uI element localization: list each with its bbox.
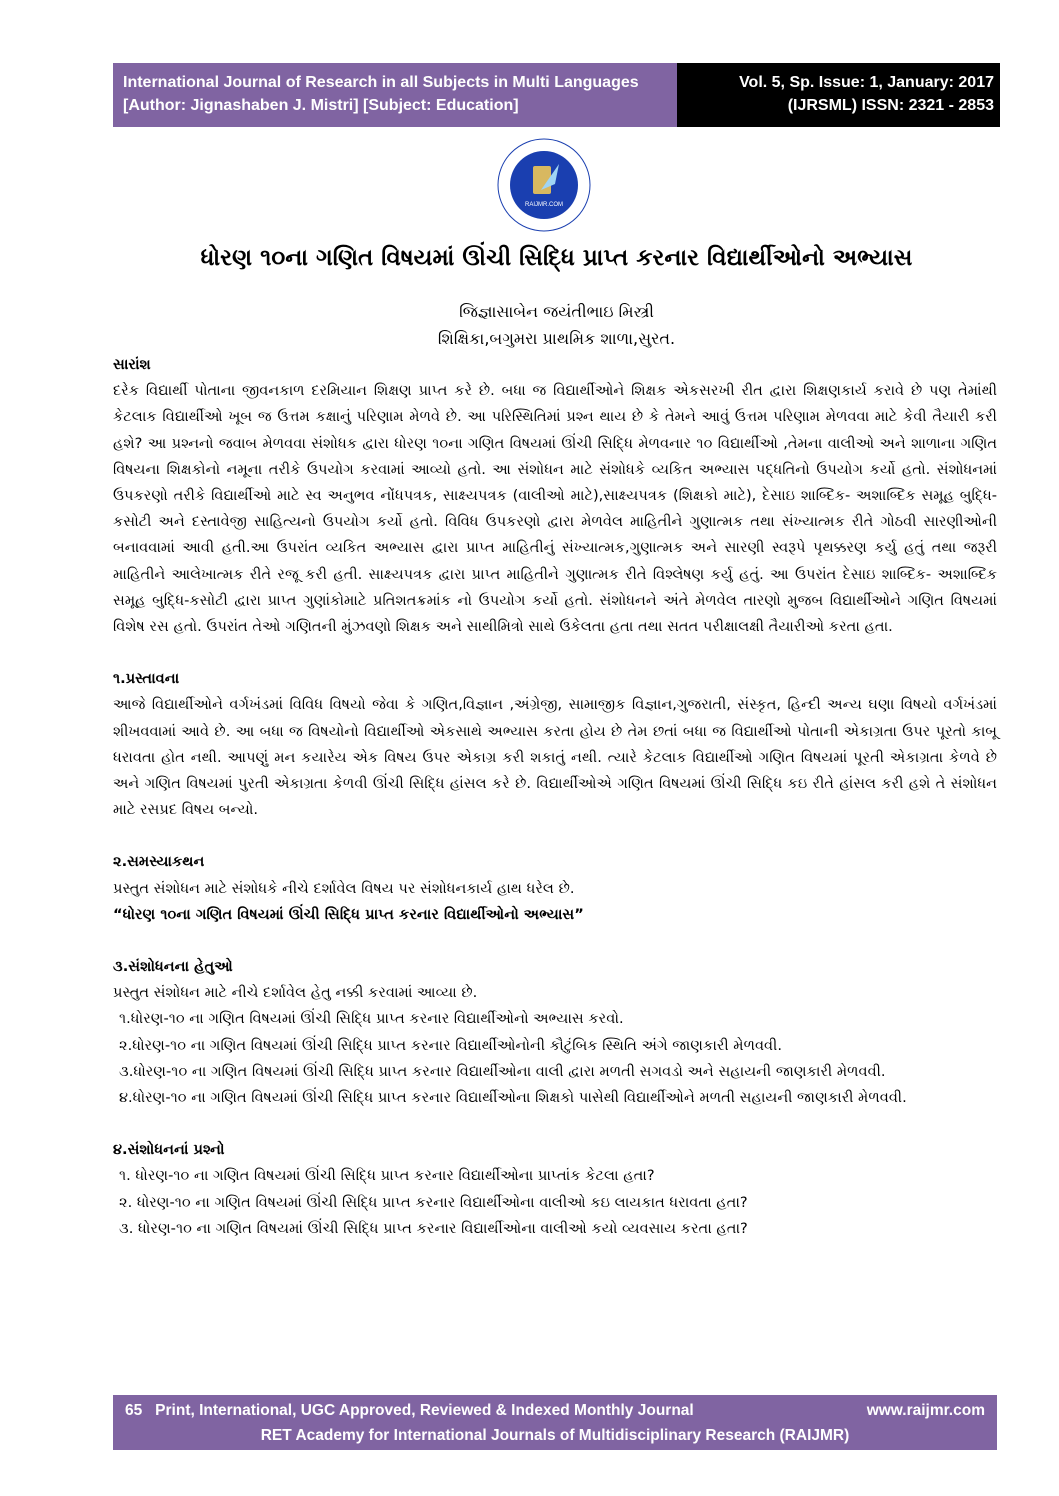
author-subject: [Author: Jignashaben J. Mistri] [Subject: Education]	[123, 97, 519, 114]
abstract-text: દરેક વિદ્યાર્થી પોતાના જીવનકાળ દરમિયાન શિક્ષણ પ્રાપ્ત કરે છે. બધા જ વિદ્યાર્થીઓને શિક્ષક એકસરખી રીત દ્વારા શિક્ષણકાર્ય કરાવે છે પણ તેમાંથી કેટલાક વિદ્યાર્થીઓ ખૂબ જ ઉત્તમ કક્ષાનું પરિણામ મેળવે છે. આ પરિસ્થિતિમાં પ્રશ્ન થાય છે કે તેમને આવું ઉત્તમ પરિણામ મેળવવા માટે કેવી તૈયારી કરી હશે? આ પ્રશ્નનો જવાબ મેળવવા સંશોધક દ્વારા ધોરણ ૧૦ના ગણિત વિષયમાં ઊંચી સિદ્ધિ મેળવનાર ૧૦ વિદ્યાર્થીઓ ,તેમના વાલીઓ અને શાળાના ગણિત વિષયના શિક્ષકોનો નમૂના તરીકે ઉપયોગ કરવામાં આવ્યો હતો. આ સંશોધન માટે સંશોધકે વ્યકિત અભ્યાસ પદ્ધતિનો ઉપયોગ કર્યો હતો. સંશોધનમાં ઉપકરણો તરીકે વિદ્યાર્થીઓ માટે સ્વ અનુભવ નોંધપત્રક, સાક્ષ્યપત્રક (વાલીઓ માટે),સાક્ષ્યપત્રક (શિક્ષકો માટે), દેસાઇ શાબ્દિક- અશાબ્દિક સમૂહ બુદ્ધિ-કસોટી અને દસ્તાવેજી સાહિત્યનો ઉપયોગ કર્યો હતો. વિવિધ ઉપકરણો દ્વારા મેળવેલ માહિતીને ગુણાત્મક તથા સંખ્યાત્મક રીતે ગોઠવી સારણીઓની બનાવવામાં આવી હતી.આ ઉપરાંત વ્યકિત અભ્યાસ દ્વારા પ્રાપ્ત માહિતીનું સંખ્યાત્મક,ગુણાત્મક અને સારણી સ્વરૂપે પૃથક્કરણ કર્યુ હતું તથા જરૂરી માહિતીને આલેખાત્મક રીતે રજૂ કરી હતી. સાક્ષ્યપત્રક દ્વારા પ્રાપ્ત માહિતીને ગુણાત્મક રીતે વિશ્લેષણ કર્યુ હતું. આ ઉપરાંત દેસાઇ શાબ્દિક- અશાબ્દિક સમૂહ બુદ્ધિ-કસોટી દ્વારા પ્રાપ્ત ગુણાંકોમાટે પ્રતિશતક્રમાંક નો ઉપયોગ કર્યો હતો. સંશોધનને અંતે મેળવેલ તારણો મુજબ વિદ્યાર્થીઓને ગણિત વિષયમાં વિશેષ રસ હતો. ઉપરાંત તેઓ ગણિતની મુંઝવણો શિક્ષક અને સાથીમિત્રો સાથે ઉકેલતા હતા તથા સતત પરીક્ષાલક્ષી તૈયારીઓ કરતા હતા.	[113, 382, 997, 636]
volume-info: Vol. 5, Sp. Issue: 1, January: 2017	[739, 74, 994, 91]
issue-info	[677, 63, 1000, 127]
objective-item: ૧.ધોરણ-૧૦ ના ગણિત વિષયમાં ઊંચી સિદ્ધિ પ્રાપ્ત કરનાર વિદ્યાર્થીઓનો અભ્યાસ કરવો.	[119, 1010, 624, 1028]
abstract-heading: સારાંશ	[113, 356, 151, 373]
author-block	[113, 298, 1000, 352]
objectives-intro: પ્રસ્તુત સંશોધન માટે નીચે દર્શાવેલ હેતુ નક્કી કરવામાં આવ્યા છે.	[113, 984, 478, 1002]
section-heading-questions: ૪.સંશોધનનાં પ્રશ્નો	[113, 1141, 225, 1159]
section-heading-problem: ૨.સમસ્યાકથન	[113, 853, 205, 871]
introduction-text: આજે વિદ્યાર્થીઓને વર્ગખંડમાં વિવિધ વિષયો જેવા કે ગણિત,વિજ્ઞાન ,અંગ્રેજી, સામાજીક વિજ્ઞાન,ગુજરાતી, સંસ્કૃત, હિન્દી અન્ય ઘણા વિષયો વર્ગખંડમાં શીખવવામાં આવે છે. આ બધા જ વિષયોનો વિદ્યાર્થીઓ એકસાથે અભ્યાસ કરતા હોય છે તેમ છતાં બધા જ વિદ્યાર્થીઓ પોતાની એકાગ્રતા ઉપર પૂરતો કાબૂ ધરાવતા હોત નથી. આપણું મન કયારેય એક વિષય ઉપર એકાગ્ર કરી શકાતું નથી. ત્યારે કેટલાક વિદ્યાર્થીઓ ગણિત વિષયમાં પૂરતી એકાગ્રતા કેળવે છે અને ગણિત વિષયમાં પુરતી એકાગ્રતા કેળવી ઊંચી સિદ્ધિ હાંસલ કરે છે. વિદ્યાર્થીઓએ ગણિત વિષયમાં ઊંચી સિદ્ધિ કઇ રીતે હાંસલ કરી હશે તે સંશોધન માટે રસપ્રદ વિષય બન્યો.	[113, 696, 997, 819]
footer-publisher: RET Academy for International Journals of Multidisciplinary Research (RAIJMR)	[260, 1427, 850, 1444]
footer-journal-line: Print, International, UGC Approved, Reviewed & Indexed Monthly Journal	[155, 1402, 694, 1419]
footer-website[interactable]: www.raijmr.com	[866, 1402, 985, 1419]
author-affiliation: શિક્ષિકા,બગુમરા પ્રાથમિક શાળા,સુરત.	[437, 329, 676, 348]
raijmr-logo	[497, 138, 591, 232]
question-item: ૩. ધોરણ-૧૦ ના ગણિત વિષયમાં ઊંચી સિદ્ધિ પ્રાપ્ત કરનાર વિદ્યાર્થીઓના વાલીઓ કયો વ્યવસાય કરતા હતા?	[119, 1219, 748, 1237]
logo-text: RAIJMR.COM	[525, 202, 563, 208]
problem-text: પ્રસ્તુત સંશોધન માટે સંશોધકે નીચે દર્શાવેલ વિષય પર સંશોધનકાર્ય હાથ ધરેલ છે.	[113, 879, 575, 897]
paper-body	[113, 352, 997, 1242]
journal-info	[113, 63, 677, 127]
section-heading-objectives: ૩.સંશોધનના હેતુઓ	[113, 958, 233, 976]
objective-item: ૩.ધોરણ-૧૦ ના ગણિત વિષયમાં ઊંચી સિદ્ધિ પ્રાપ્ત કરનાર વિદ્યાર્થીઓના વાલી દ્વારા મળતી સગવડો અને સહાયની જાણકારી મેળવવી.	[119, 1062, 886, 1080]
journal-header	[113, 63, 1000, 127]
objective-item: ૪.ધોરણ-૧૦ ના ગણિત વિષયમાં ઊંચી સિદ્ધિ પ્રાપ્ત કરનાર વિદ્યાર્થીઓના શિક્ષકો પાસેથી વિદ્યાર્થીઓને મળતી સહાયની જાણકારી મેળવવી.	[119, 1089, 907, 1107]
journal-name: International Journal of Research in all Subjects in Multi Languages	[123, 74, 639, 91]
author-name: જિજ્ઞાસાબેન જયંતીભાઇ મિસ્ત્રી	[459, 302, 654, 321]
question-item: ૧. ધોરણ-૧૦ ના ગણિત વિષયમાં ઊંચી સિદ્ધિ પ્રાપ્ત કરનાર વિદ્યાર્થીઓના પ્રાપ્તાંક કેટલા હતા?	[119, 1167, 655, 1185]
section-heading-introduction: ૧.પ્રસ્તાવના	[113, 670, 180, 688]
question-item: ૨. ધોરણ-૧૦ ના ગણિત વિષયમાં ઊંચી સિદ્ધિ પ્રાપ્ત કરનાર વિદ્યાર્થીઓના વાલીઓ કઇ લાયકાત ધરાવતા હતા?	[119, 1193, 748, 1211]
paper-title: ધોરણ ૧૦ના ગણિત વિષયમાં ઊંચી સિદ્ધિ પ્રાપ્ત કરનાર વિદ્યાર્થીઓનો અભ્યાસ	[200, 245, 913, 271]
issn-info: (IJRSML) ISSN: 2321 - 2853	[787, 97, 994, 114]
page-footer	[113, 1395, 997, 1450]
problem-quote: “ધોરણ ૧૦ના ગણિત વિષયમાં ઊંચી સિદ્ધિ પ્રાપ્ત કરનાર વિદ્યાર્થીઓનો અભ્યાસ”	[113, 905, 584, 923]
objective-item: ૨.ધોરણ-૧૦ ના ગણિત વિષયમાં ઊંચી સિદ્ધિ પ્રાપ્ત કરનાર વિદ્યાર્થીઓનોની કૌટુંબિક સ્થિતિ અંગે જાણકારી મેળવવી.	[119, 1036, 782, 1054]
page-number: 65	[125, 1402, 143, 1419]
